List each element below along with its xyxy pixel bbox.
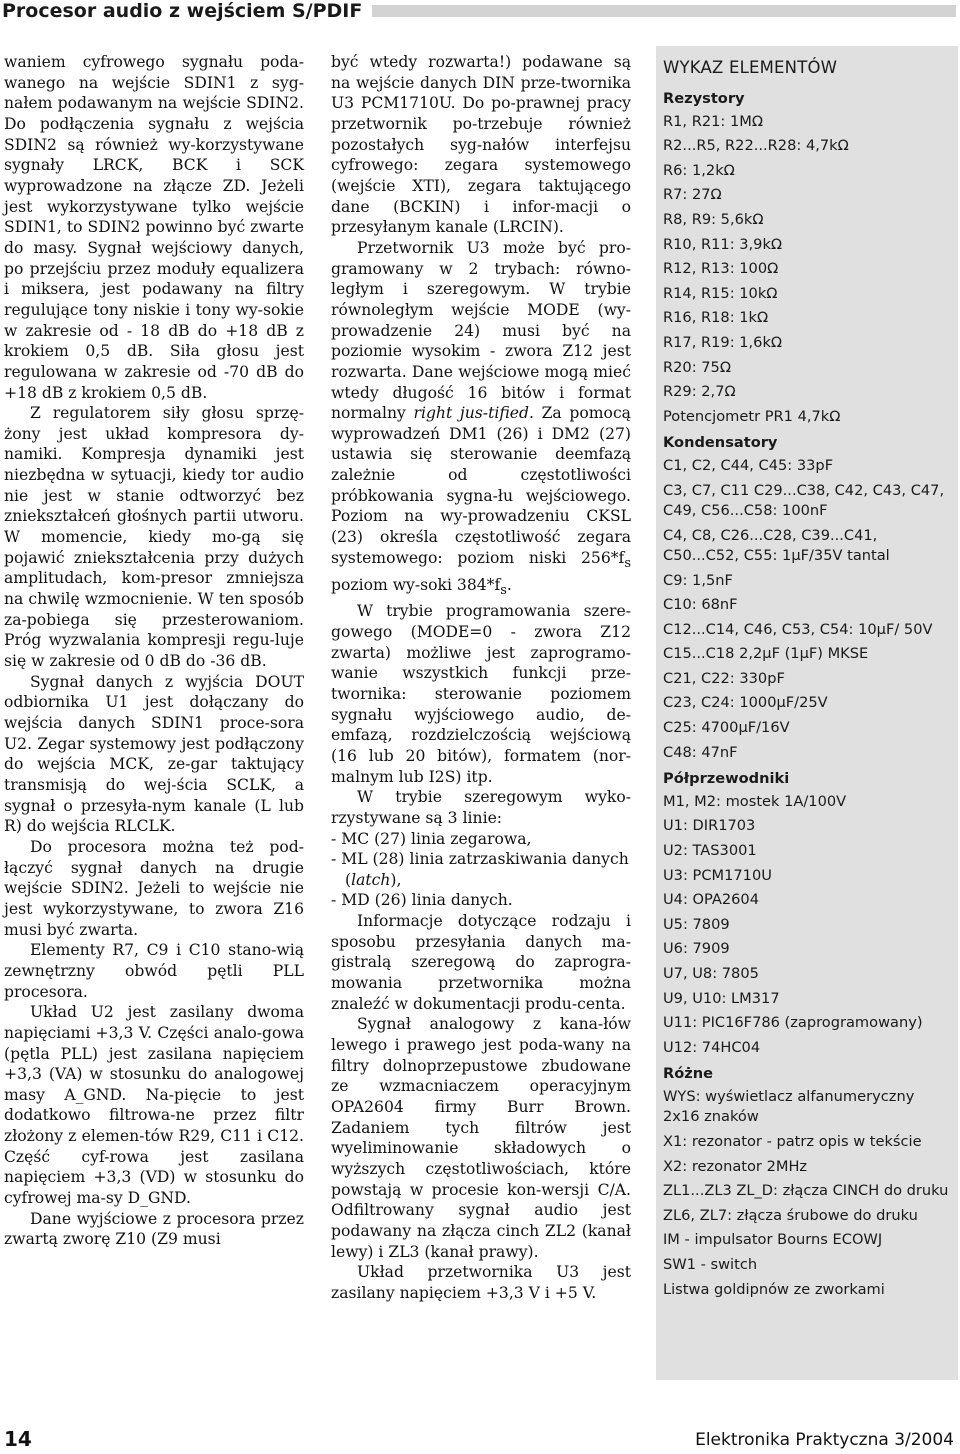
parts-list-item: C1, C2, C44, C45: 33pF: [663, 456, 834, 474]
subscript: s: [500, 582, 507, 598]
left-paragraph: Dane wyjściowe z procesora przez zwartą zworę Z10 (Z9 musi: [4, 1209, 304, 1249]
middle-paragraph: Sygnał analogowy z kana-łów lewego i prawego jest poda-wany na filtry dolnoprzepustowe zbudowane ze wzmacniaczem operacyjnym OPA2604 firmy Burr Brown. Zadaniem tych filtrów jest wyeliminowanie składowych o wyższych częstotliwościach, które powstają w procesie kon-wersji C/A. Odfiltrowany sygnał audio jest podawany na złącza cinch ZL2 (kanał lewy) i ZL3 (kanał prawy).: [331, 1015, 631, 1261]
parts-list-item: R7: 27Ω: [663, 186, 722, 204]
parts-section-heading: Kondensatory: [663, 434, 778, 452]
parts-section: [663, 87, 952, 427]
left-paragraph: Elementy R7, C9 i C10 stano-wią zewnętrzny obwód pętli PLL procesora.: [4, 941, 304, 1001]
parts-list-item: C48: 47nF: [663, 743, 738, 761]
italic-term: right jus-tified: [413, 404, 529, 423]
parts-list-item: M1, M2: mostek 1A/100V: [663, 792, 847, 810]
parts-list-item: C15...C18 2,2µF (1µF) MKSE: [663, 645, 869, 663]
magazine-issue: Elektronika Praktyczna 3/2004: [695, 1430, 954, 1450]
parts-list-title: WYKAZ ELEMENTÓW: [663, 58, 838, 77]
middle-paragraph: Układ przetwornika U3 jest zasilany napięciem +3,3 V i +5 V.: [331, 1263, 631, 1302]
parts-list-item: U6: 7909: [663, 940, 730, 958]
italic-term: latch: [351, 870, 391, 889]
parts-list-item: U9, U10: LM317: [663, 989, 780, 1007]
parts-list-item: X2: rezonator 2MHz: [663, 1157, 808, 1175]
parts-list-item: U5: 7809: [663, 915, 730, 933]
parts-section: [663, 767, 952, 1058]
left-paragraph: Sygnał danych z wyjścia DOUT odbiornika U1 jest dołączany do wejścia danych SDIN1 proce-sora U2. Zegar systemowy jest podłączony do wejścia MCK, ze-gar taktujący transmisją do wej-ścia SCLK, a sygnał o przesyła-nym kanale (L lub R) do wejścia RLCLK.: [4, 672, 304, 836]
parts-list-item: SW1 - switch: [663, 1255, 758, 1273]
list-item: [331, 849, 631, 890]
parts-list-item: R10, R11: 3,9kΩ: [663, 235, 783, 253]
left-paragraph: Z regulatorem siły głosu sprzę-żony jest układ kompresora dy-namiki. Kompresja dynamiki jest niezbędna w sytuacji, kiedy tor audio nie jest w stanie odtworzyć bez zniekształceń głośnych partii utworu. W momencie, kiedy mo-gą się pojawić zniekształcenia przy dużych amplitudach, kom-presor zmniejsza na chwilę wzmocnienie. W ten sposób za-pobiega się przesterowaniom. Próg wyzwalania kompresji regu-luje się w zakresie od 0 dB do -36 dB.: [4, 404, 304, 671]
middle-paragraph: [331, 238, 631, 601]
parts-list-item: R20: 75Ω: [663, 358, 731, 376]
parts-list-item: C4, C8, C26...C28, C39...C41, C50...C52, C55: 1µF/35V tantal: [663, 526, 890, 564]
text-run: Przetwornik U3 może być pro-gramowany w 2 trybach: równo-ległym i szeregowym. W trybie równoległym wejście MODE (wy-prowadzenie 24) musi być na poziomie wysokim - zwora Z12 jest rozwarta. Dane wejściowe mogą mieć wtedy długość 16 bitów i format normalny: [331, 238, 631, 423]
parts-list-item: R14, R15: 10kΩ: [663, 284, 778, 302]
middle-paragraph: Informacje dotyczące rodzaju i sposobu przesyłania danych ma-gistralą szeregową do zaprogra-mowania przetwornika można znaleźć w dokumentacji produ-centa.: [331, 912, 631, 1013]
parts-list-item: C23, C24: 1000µF/25V: [663, 694, 828, 712]
parts-list-item: R8, R9: 5,6kΩ: [663, 210, 764, 228]
parts-list-item: ZL1...ZL3 ZL_D: złącza CINCH do druku: [663, 1182, 949, 1200]
parts-list-item: ZL6, ZL7: złącza śrubowe do druku: [663, 1206, 918, 1224]
text-run: . Za pomocą wyprowadzeń DM1 (26) i DM2 (27) ustawia się sterowanie deemfazą zależnie od częstotliwości próbkowania sygna-łu wejściowego. Poziom na wy-prowadzeniu CKSL (23) określa częstotliwość zegara systemowego: poziom niski 256*f: [331, 404, 631, 567]
header-rule: [372, 5, 956, 17]
parts-list-item: WYS: wyświetlacz alfanumeryczny 2x16 znaków: [663, 1087, 915, 1126]
middle-paragraph: być wtedy rozwarta!) podawane są na wejście danych DIN prze-twornika U3 PCM1710U. Do po-prawnej pracy przetwornik po-trzebuje również pozostałych syg-nałów interfejsu cyfrowego: zegara systemowego (wejście XTI), zegara taktującego dane (BCKIN) i infor-macji o przesyłanym kanale (LRCIN).: [331, 53, 631, 237]
parts-list-item: C12...C14, C46, C53, C54: 10µF/ 50V: [663, 620, 933, 638]
parts-list-item: U11: PIC16F786 (zaprogramowany): [663, 1014, 923, 1032]
parts-list-item: U1: DIR1703: [663, 817, 756, 835]
parts-section-heading: Rezystory: [663, 90, 745, 107]
parts-list-item: C10: 68nF: [663, 596, 738, 614]
parts-list-item: R6: 1,2kΩ: [663, 161, 735, 179]
left-text-column: [4, 52, 304, 1250]
left-paragraph: Do procesora można też pod-łączyć sygnał danych na drugie wejście SDIN2. Jeżeli to wejście nie jest wykorzystywane, to zwora Z16 musi być zwarta.: [4, 837, 304, 939]
subscript: s: [624, 555, 631, 571]
parts-list-item: IM - impulsator Bourns ECOWJ: [663, 1231, 883, 1249]
parts-list-item: R1, R21: 1MΩ: [663, 112, 763, 130]
parts-list-item: U12: 74HC04: [663, 1038, 761, 1056]
text-run: poziom wy-soki 384*f: [331, 575, 501, 594]
parts-list-sidebar: [656, 46, 958, 1380]
parts-list-item: R17, R19: 1,6kΩ: [663, 333, 783, 351]
parts-list-item: X1: rezonator - patrz opis w tekście: [663, 1132, 922, 1150]
list-item: - MD (26) linia danych.: [331, 891, 513, 910]
parts-list-item: U7, U8: 7805: [663, 965, 759, 982]
parts-section-heading: Półprzewodniki: [663, 770, 790, 788]
parts-list-item: U3: PCM1710U: [663, 866, 772, 884]
parts-list-item: R16, R18: 1kΩ: [663, 309, 769, 327]
middle-text-column: [331, 52, 631, 1304]
parts-list-item: C3, C7, C11 C29...C38, C42, C43, C47, C49, C56...C58: 100nF: [663, 481, 945, 519]
parts-section: [663, 1062, 952, 1300]
left-paragraph: Układ U2 jest zasilany dwoma napięciami +3,3 V. Części analo-gowa (pętla PLL) jest zasilana napięciem +3,3 (VA) w stosunku do analogowej masy A_GND. Na-pięcie to jest dodatkowo filtrowa-ne przez filtr złożony z elemen-tów R29, C11 i C12. Część cyf-rowa jest zasilana napięciem +3,3 (VD) w stosunku do cyfrowej ma-sy D_GND.: [4, 1003, 304, 1208]
parts-list-item: R29: 2,7Ω: [663, 383, 736, 401]
running-header-title: Procesor audio z wejściem S/PDIF: [2, 0, 363, 22]
text-run: ),: [390, 870, 402, 889]
list-item: - MC (27) linia zegarowa,: [331, 829, 532, 848]
parts-list-item: Potencjometr PR1 4,7kΩ: [663, 407, 841, 425]
text-run: - ML (28) linia zatrzaskiwania danych (: [331, 850, 629, 889]
middle-paragraph: W trybie szeregowym wyko-rzystywane są 3 linie:: [331, 788, 631, 827]
parts-list-sections: [663, 87, 952, 1300]
page-number: 14: [4, 1427, 32, 1451]
parts-list-item: R2...R5, R22...R28: 4,7kΩ: [663, 137, 849, 155]
text-run: .: [506, 575, 512, 594]
parts-list-item: U2: TAS3001: [663, 842, 757, 860]
left-paragraph: waniem cyfrowego sygnału poda-wanego na wejście SDIN1 z syg-nałem podawanym na wejście SDIN2. Do podłączenia sygnału z wejścia SDIN2 są również wy-korzystywane sygnały LRCK, BCK i SCK wyprowadzone na złącze ZD. Jeżeli jest wykorzystywane tylko wejście SDIN1, to SDIN2 powinno być zwarte do masy. Sygnał wejściowy danych, po przejściu przez moduły equalizera i miksera, jest podawany na filtry regulujące tony niskie i tony wy-sokie w zakresie od - 18 dB do +18 dB z krokiem 0,5 dB. Siła głosu jest regulowana w zakresie od -70 dB do +18 dB z krokiem 0,5 dB.: [4, 53, 304, 402]
parts-list-item: C21, C22: 330pF: [663, 669, 785, 687]
parts-list-item: C9: 1,5nF: [663, 571, 733, 589]
parts-list-item: R12, R13: 100Ω: [663, 260, 779, 278]
parts-section-heading: Różne: [663, 1065, 714, 1083]
parts-list-item: C25: 4700µF/16V: [663, 719, 790, 737]
parts-list-item: U4: OPA2604: [663, 891, 759, 909]
parts-section: [663, 431, 952, 763]
parts-list-item: Listwa goldipnów ze zworkami: [663, 1280, 885, 1298]
middle-paragraph: W trybie programowania szere-gowego (MODE=0 - zwora Z12 zwarta) możliwe jest zaprogramo-wanie wszystkich funkcji prze-twornika: sterowanie poziomem sygnału wyjściowego audio, de-emfazą, rozdzielczością wejściową (16 lub 20 bitów), formatem (nor-malnym lub I2S) itp.: [331, 602, 631, 786]
